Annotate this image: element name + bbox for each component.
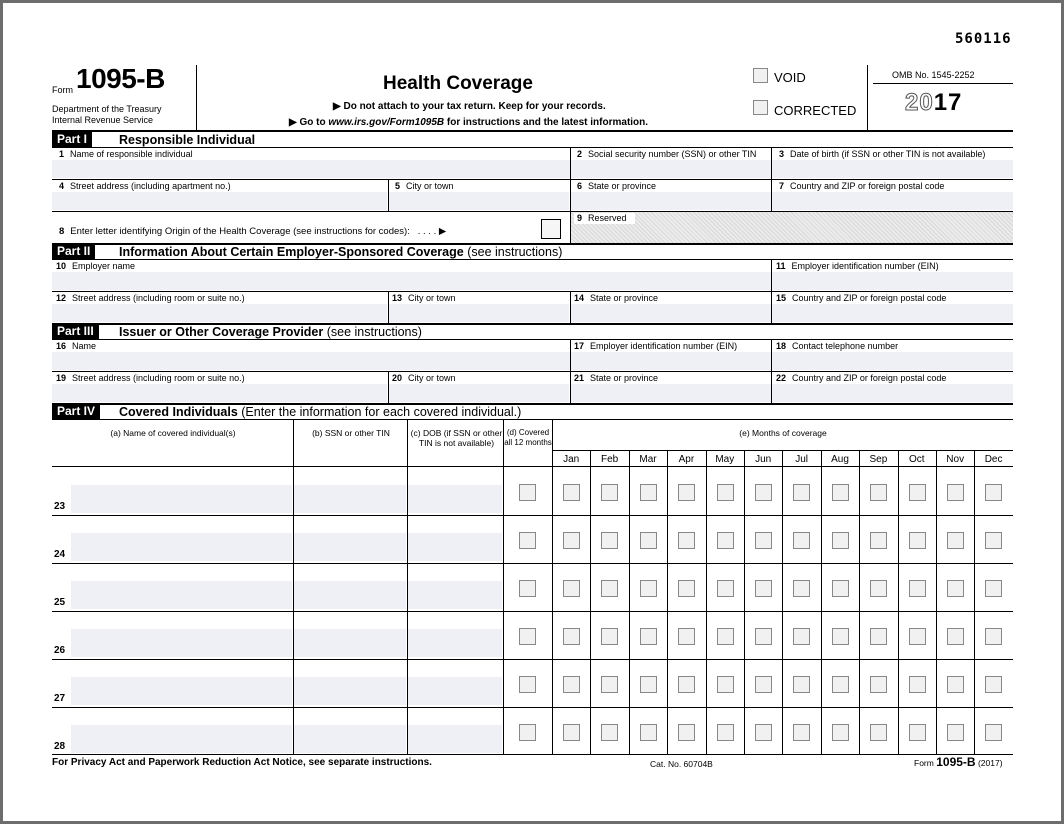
part3-title-text: Issuer or Other Coverage Provider [119,325,324,339]
month-checkbox-oct[interactable] [909,724,926,741]
f18-text: Contact telephone number [792,341,899,351]
month-header-mar: Mar [639,454,657,465]
f21-num: 21 [574,373,585,383]
f7-input[interactable] [772,192,1013,210]
covered-all-12-checkbox[interactable] [519,484,536,501]
f7-text: Country and ZIP or foreign postal code [790,181,945,191]
month-checkbox-dec[interactable] [985,484,1002,501]
department [52,104,192,126]
covered-dob-input[interactable] [408,533,502,561]
divider [771,291,772,323]
f5-label [395,181,454,191]
f6-text: State or province [588,181,657,191]
covered-dob-input[interactable] [408,725,502,753]
f13-input[interactable] [389,304,569,322]
col-e-header: (e) Months of coverage [739,428,827,438]
f21-input[interactable] [571,384,771,402]
row-number: 26 [54,645,66,656]
f3-label [779,149,985,159]
month-checkbox-nov[interactable] [947,532,964,549]
f17-input[interactable] [571,352,771,370]
month-header-aug: Aug [831,454,849,465]
month-checkbox-sep[interactable] [870,724,887,741]
row-rule [52,371,1013,372]
f1-text: Name of responsible individual [70,149,193,159]
form-title: Health Coverage [383,73,533,94]
f20-label [392,373,456,383]
form-page [3,3,1061,821]
month-checkbox-jun[interactable] [755,484,772,501]
month-header-jul: Jul [795,454,808,465]
f3-text: Date of birth (if SSN or other TIN is not available) [790,149,986,159]
covered-all-12-checkbox[interactable] [519,532,536,549]
month-checkbox-sep[interactable] [870,676,887,693]
corrected-checkbox[interactable] [753,100,768,115]
month-header-dec: Dec [984,454,1003,465]
month-checkbox-jan[interactable] [563,676,580,693]
form-number: 1095-B [76,63,165,94]
part4-title-text: Covered Individuals [119,405,238,419]
covered-name-input[interactable] [71,629,292,657]
covered-ssn-input[interactable] [294,677,406,705]
month-checkbox-mar[interactable] [640,676,657,693]
month-checkbox-feb[interactable] [601,484,618,501]
month-checkbox-apr[interactable] [678,724,695,741]
covered-ssn-input[interactable] [294,581,406,609]
month-checkbox-dec[interactable] [985,580,1002,597]
f10-text: Employer name [72,261,136,271]
f2-num: 2 [577,149,583,159]
f14-num: 14 [574,293,585,303]
footer-year: (2017) [977,758,1003,768]
month-header-sep: Sep [869,454,888,465]
part3-title-note: (see instructions) [326,325,422,339]
f15-input[interactable] [772,304,1013,322]
divider [771,259,772,291]
month-checkbox-apr[interactable] [678,484,695,501]
month-checkbox-aug[interactable] [832,628,849,645]
tax-year-bold: 17 [933,89,963,116]
part4-title-note: (Enter the information for each covered individual.) [241,405,522,419]
month-checkbox-may[interactable] [717,532,734,549]
month-header-nov: Nov [946,454,965,465]
f19-text: Street address (including room or suite no.) [72,373,245,383]
f16-text: Name [72,341,97,351]
f20-input[interactable] [389,384,569,402]
month-checkbox-jun[interactable] [755,580,772,597]
f22-num: 22 [776,373,787,383]
part4-title-rule [52,419,1013,420]
omb-divider [873,83,1013,84]
month-checkbox-jul[interactable] [793,580,810,597]
f9-label [574,213,635,224]
f17-label [574,341,737,351]
f5-text: City or town [406,181,454,191]
void-checkbox[interactable] [753,68,768,83]
f21-label [574,373,658,383]
instruction-2-prefix: ▶ Go to [289,117,329,128]
f7-num: 7 [779,181,785,191]
f5-num: 5 [395,181,401,191]
month-checkbox-jul[interactable] [793,628,810,645]
part2-title-rule [52,259,1013,260]
f16-label [56,341,96,351]
covered-dob-input[interactable] [408,581,502,609]
f2-text: Social security number (SSN) or other TIN [588,149,757,159]
dept-line-1: Department of the Treasury [52,104,162,114]
divider [388,179,389,211]
col-d-header: (d) Covered all 12 months [504,428,552,447]
row-rule [52,179,1013,180]
month-checkbox-feb[interactable] [601,580,618,597]
month-checkbox-nov[interactable] [947,484,964,501]
f19-label [56,373,245,383]
part3-badge: Part III [52,324,99,339]
f8-origin-input[interactable] [541,219,561,239]
f20-num: 20 [392,373,403,383]
row-rule [52,291,1013,292]
form-code: 560116 [955,31,1012,47]
month-header-jan: Jan [563,454,580,465]
f6-label [577,181,656,191]
month-checkbox-jan[interactable] [563,628,580,645]
f7-label [779,181,944,191]
month-checkbox-jun[interactable] [755,532,772,549]
month-checkbox-may[interactable] [717,484,734,501]
divider [771,371,772,403]
month-checkbox-aug[interactable] [832,676,849,693]
f22-text: Country and ZIP or foreign postal code [792,373,947,383]
f6-num: 6 [577,181,583,191]
month-checkbox-nov[interactable] [947,580,964,597]
header-divider [196,65,197,131]
f8-label [59,226,446,237]
month-checkbox-apr[interactable] [678,676,695,693]
covered-name-input[interactable] [71,581,292,609]
divider [570,179,571,211]
divider [570,371,571,403]
part2-title [119,245,562,259]
f12-num: 12 [56,293,67,303]
f14-input[interactable] [571,304,771,322]
f11-label [776,261,939,271]
divider [570,339,571,371]
catalog-number: Cat. No. 60704B [650,759,713,769]
footer-rule [52,754,1013,755]
month-checkbox-dec[interactable] [985,676,1002,693]
instruction-2-url: www.irs.gov/Form1095B [328,117,445,128]
part4-badge: Part IV [52,404,100,419]
f19-num: 19 [56,373,67,383]
month-checkbox-mar[interactable] [640,532,657,549]
f1-label [59,149,193,159]
part1-title: Responsible Individual [119,133,256,147]
f4-label [59,181,231,191]
f8-text: Enter letter identifying Origin of the Health Coverage (see instructions for codes): [70,226,410,237]
f9-reserved-shade [571,212,1013,243]
month-checkbox-nov[interactable] [947,628,964,645]
f4-text: Street address (including apartment no.) [70,181,231,191]
f12-label [56,293,245,303]
f17-num: 17 [574,341,585,351]
covered-name-input[interactable] [71,485,292,513]
covered-dob-input[interactable] [408,629,502,657]
month-checkbox-sep[interactable] [870,580,887,597]
month-checkbox-jan[interactable] [563,724,580,741]
month-checkbox-jul[interactable] [793,532,810,549]
row-number: 23 [54,501,66,512]
f1-num: 1 [59,149,65,159]
covered-name-input[interactable] [71,677,292,705]
f13-text: City or town [408,293,456,303]
divider [388,291,389,323]
covered-dob-input[interactable] [408,677,502,705]
f8-num: 8 [59,226,65,237]
covered-ssn-input[interactable] [294,725,406,753]
dept-line-2: Internal Revenue Service [52,115,154,125]
month-checkbox-may[interactable] [717,676,734,693]
f1-input[interactable] [52,160,570,178]
month-header-feb: Feb [600,454,619,465]
f10-num: 10 [56,261,67,271]
f12-input[interactable] [52,304,387,322]
part2-badge: Part II [52,244,95,259]
part1-title-rule [52,147,1013,148]
f18-input[interactable] [772,352,1013,370]
f11-text: Employer identification number (EIN) [791,261,939,271]
month-checkbox-nov[interactable] [947,724,964,741]
month-checkbox-oct[interactable] [909,628,926,645]
covered-all-12-checkbox[interactable] [519,580,536,597]
f13-label [392,293,456,303]
month-checkbox-aug[interactable] [832,484,849,501]
month-checkbox-nov[interactable] [947,676,964,693]
f19-input[interactable] [52,384,387,402]
f11-input[interactable] [772,272,1013,290]
covered-name-input[interactable] [71,725,292,753]
month-checkbox-feb[interactable] [601,676,618,693]
divider [570,147,571,179]
omb-number: OMB No. 1545-2252 [892,70,975,80]
month-checkbox-apr[interactable] [678,532,695,549]
row-number: 28 [54,741,66,752]
privacy-notice: For Privacy Act and Paperwork Reduction Act Notice, see separate instructions. [52,757,432,768]
f6-input[interactable] [571,192,771,210]
f22-label [776,373,946,383]
f12-text: Street address (including room or suite no.) [72,293,245,303]
footer-form-number: 1095-B [936,755,976,769]
row-number: 24 [54,549,66,560]
month-checkbox-jun[interactable] [755,628,772,645]
footer-form-id [914,755,1003,769]
footer-form-word: Form [914,758,934,768]
corrected-label: CORRECTED [774,103,857,118]
month-checkbox-mar[interactable] [640,484,657,501]
f16-input[interactable] [52,352,570,370]
f18-num: 18 [776,341,787,351]
month-checkbox-may[interactable] [717,724,734,741]
covered-all-12-checkbox[interactable] [519,628,536,645]
month-checkbox-jun[interactable] [755,676,772,693]
month-checkbox-feb[interactable] [601,628,618,645]
row-number: 27 [54,693,66,704]
divider [771,147,772,179]
divider [388,371,389,403]
row-number: 25 [54,597,66,608]
tax-year [905,89,962,117]
f10-label [56,261,135,271]
part2-title-text: Information About Certain Employer-Sponsored Coverage [119,245,464,259]
month-checkbox-mar[interactable] [640,724,657,741]
month-checkbox-mar[interactable] [640,580,657,597]
f9-num: 9 [577,213,583,223]
f16-num: 16 [56,341,67,351]
f11-num: 11 [776,261,786,271]
month-checkbox-aug[interactable] [832,724,849,741]
month-checkbox-apr[interactable] [678,628,695,645]
f20-text: City or town [408,373,456,383]
month-checkbox-sep[interactable] [870,484,887,501]
f14-label [574,293,658,303]
f9-text: Reserved [588,213,627,223]
covered-all-12-checkbox[interactable] [519,724,536,741]
part2-title-note: (see instructions) [467,245,563,259]
f15-text: Country and ZIP or foreign postal code [792,293,947,303]
f5-input[interactable] [389,192,569,210]
month-header-jun: Jun [755,454,772,465]
month-checkbox-oct[interactable] [909,484,926,501]
f22-input[interactable] [772,384,1013,402]
col-b-header: (b) SSN or other TIN [312,428,390,438]
month-header-apr: Apr [678,454,695,465]
f2-input[interactable] [571,160,771,178]
covered-name-input[interactable] [71,533,292,561]
f4-num: 4 [59,181,65,191]
f3-num: 3 [779,149,785,159]
f8-dots: . . . . ▶ [417,226,447,237]
month-checkbox-oct[interactable] [909,580,926,597]
month-checkbox-may[interactable] [717,628,734,645]
instruction-2 [289,117,648,128]
f18-label [776,341,898,351]
covered-all-12-checkbox[interactable] [519,676,536,693]
tax-year-outline: 20 [905,89,934,116]
f4-input[interactable] [52,192,387,210]
f13-num: 13 [392,293,403,303]
part3-title [119,325,422,339]
month-checkbox-jul[interactable] [793,724,810,741]
month-checkbox-jul[interactable] [793,484,810,501]
covered-ssn-input[interactable] [294,629,406,657]
month-checkbox-aug[interactable] [832,532,849,549]
month-header-may: May [715,454,735,465]
month-checkbox-dec[interactable] [985,628,1002,645]
month-checkbox-jul[interactable] [793,676,810,693]
divider [771,339,772,371]
covered-ssn-input[interactable] [294,533,406,561]
divider [771,179,772,211]
col-a-header: (a) Name of covered individual(s) [110,428,236,438]
month-checkbox-dec[interactable] [985,724,1002,741]
f10-input[interactable] [52,272,771,290]
month-checkbox-oct[interactable] [909,532,926,549]
f3-input[interactable] [772,160,1013,178]
month-checkbox-feb[interactable] [601,724,618,741]
month-checkbox-apr[interactable] [678,580,695,597]
part1-badge: Part I [52,132,92,147]
month-checkbox-jan[interactable] [563,580,580,597]
part4-title [119,405,521,419]
form-word: Form [52,85,73,95]
covered-dob-input[interactable] [408,485,502,513]
month-checkbox-sep[interactable] [870,628,887,645]
f15-num: 15 [776,293,787,303]
f15-label [776,293,946,303]
month-checkbox-jun[interactable] [755,724,772,741]
f14-text: State or province [590,293,659,303]
divider [570,291,571,323]
void-label: VOID [774,70,806,85]
month-checkbox-sep[interactable] [870,532,887,549]
month-checkbox-may[interactable] [717,580,734,597]
part1-rule [52,130,1013,132]
month-checkbox-feb[interactable] [601,532,618,549]
part3-title-rule [52,339,1013,340]
month-checkbox-dec[interactable] [985,532,1002,549]
covered-ssn-input[interactable] [294,485,406,513]
f2-label [577,149,756,159]
month-checkbox-jan[interactable] [563,532,580,549]
col-c-header: (c) DOB (if SSN or other TIN is not available) [410,428,503,448]
month-checkbox-jan[interactable] [563,484,580,501]
f17-text: Employer identification number (EIN) [590,341,738,351]
month-checkbox-oct[interactable] [909,676,926,693]
f21-text: State or province [590,373,659,383]
month-header-oct: Oct [909,454,925,465]
instruction-1: ▶ Do not attach to your tax return. Keep for your records. [333,101,606,112]
month-checkbox-mar[interactable] [640,628,657,645]
month-checkbox-aug[interactable] [832,580,849,597]
instruction-2-suffix: for instructions and the latest information. [444,117,649,128]
